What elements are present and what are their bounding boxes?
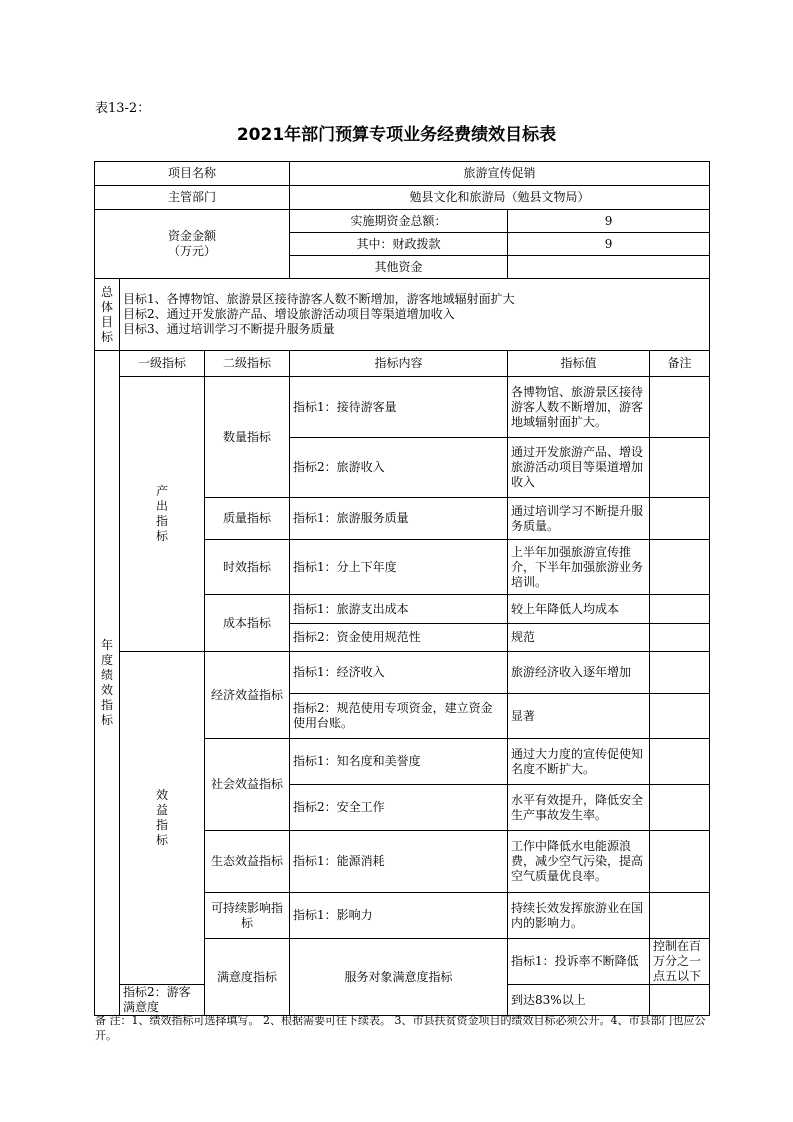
- indicator-content: 指标1：接待游客量: [290, 377, 508, 438]
- indicator-value: 各博物馆、旅游景区接待游客人数不断增加，游客地域辐射面扩大。: [508, 377, 650, 438]
- indicator-value: 控制在百万分之一点五以下: [650, 939, 710, 985]
- level2-cell: 质量指标: [205, 498, 290, 540]
- indicator-content: 指标1：经济收入: [290, 652, 508, 694]
- total-funds: 9: [508, 210, 710, 233]
- indicator-content: 指标2：游客满意度: [120, 985, 205, 1016]
- remark-cell: [650, 785, 710, 831]
- indicator-content: 指标1：旅游支出成本: [290, 595, 508, 624]
- remark-cell: [650, 985, 710, 1016]
- indicator-value: 较上年降低人均成本: [508, 595, 650, 624]
- fiscal-funds-label: 其中：财政拨款: [290, 233, 508, 256]
- indicator-content: 指标1：知名度和美誉度: [290, 739, 508, 785]
- level2-cell: 生态效益指标: [205, 831, 290, 893]
- overall-goals: 目标1、各博物馆、旅游景区接待游客人数不断增加，游客地域辐射面扩大 目标2、通过开发旅游产品、增设旅游活动项目等渠道增加收入 目标3、通过培训学习不断提升服务质量: [120, 279, 710, 351]
- annual-indicators-label: 年 度 绩 效 指 标: [95, 351, 120, 1016]
- indicator-content: 指标1：能源消耗: [290, 831, 508, 893]
- header-level2: 二级指标: [205, 351, 290, 377]
- header-content: 指标内容: [290, 351, 508, 377]
- indicator-value: 水平有效提升，降低安全生产事故发生率。: [508, 785, 650, 831]
- remark-cell: [650, 739, 710, 785]
- indicator-value: 旅游经济收入逐年增加: [508, 652, 650, 694]
- header-value: 指标值: [508, 351, 650, 377]
- indicator-content: 指标2：安全工作: [290, 785, 508, 831]
- satisfaction-indicators-label: 满意度指标: [205, 939, 290, 1016]
- remark-cell: [650, 377, 710, 438]
- level2-cell: 可持续影响指标: [205, 893, 290, 939]
- table-number: 表13-2：: [95, 101, 151, 116]
- indicator-value: 工作中降低水电能源浪费，减少空气污染，提高空气质量优良率。: [508, 831, 650, 893]
- output-indicators-label: 产 出 指 标: [120, 377, 205, 652]
- indicator-value: 通过大力度的宣传促使知名度不断扩大。: [508, 739, 650, 785]
- effect-indicators-label: 效 益 指 标: [120, 652, 205, 985]
- indicator-value: 规范: [508, 624, 650, 652]
- performance-table: [94, 161, 710, 1016]
- remark-cell: [650, 438, 710, 498]
- remark-cell: [650, 831, 710, 893]
- funds-label: 资金金额 （万元）: [95, 210, 290, 279]
- indicator-content: 指标1：分上下年度: [290, 540, 508, 595]
- department-label: 主管部门: [95, 186, 290, 210]
- indicator-value: 通过开发旅游产品、增设旅游活动项目等渠道增加收入: [508, 438, 650, 498]
- indicator-value: 到达83%以上: [508, 985, 650, 1016]
- remark-cell: [650, 893, 710, 939]
- indicator-value: 通过培训学习不断提升服务质量。: [508, 498, 650, 540]
- remark-cell: [650, 595, 710, 624]
- total-funds-label: 实施期资金总额：: [290, 210, 508, 233]
- level2-cell: 社会效益指标: [205, 739, 290, 831]
- level2-cell: 时效指标: [205, 540, 290, 595]
- remark-cell: [650, 540, 710, 595]
- level2-cell: 服务对象满意度指标: [290, 939, 508, 1016]
- indicator-value: 上半年加强旅游宣传推介，下半年加强旅游业务培训。: [508, 540, 650, 595]
- other-funds-label: 其他资金: [290, 256, 508, 279]
- remark-cell: [650, 624, 710, 652]
- header-remark: 备注: [650, 351, 710, 377]
- header-level1: 一级指标: [120, 351, 205, 377]
- fiscal-funds: 9: [508, 233, 710, 256]
- department: 勉县文化和旅游局（勉县文物局）: [290, 186, 710, 210]
- level2-cell: 数量指标: [205, 377, 290, 498]
- indicator-content: 指标2：规范使用专项资金，建立资金使用台账。: [290, 694, 508, 739]
- project-name-label: 项目名称: [95, 162, 290, 186]
- remark-cell: [650, 694, 710, 739]
- remark-cell: [650, 652, 710, 694]
- footnote: 备 注：1、绩效指标可选择填写。 2、根据需要可往下续表。 3、市县扶贫资金项目的绩效目标必须公开。4、市县部门也应公开。: [95, 1014, 706, 1042]
- level2-cell: 成本指标: [205, 595, 290, 652]
- indicator-content: 指标2：旅游收入: [290, 438, 508, 498]
- indicator-content: 指标1：影响力: [290, 893, 508, 939]
- indicator-content: 指标1：旅游服务质量: [290, 498, 508, 540]
- indicator-content: 指标2：资金使用规范性: [290, 624, 508, 652]
- project-name: 旅游宣传促销: [290, 162, 710, 186]
- indicator-content: 指标1：投诉率不断降低: [508, 939, 650, 985]
- overall-goal-label: 总 体 目 标: [95, 279, 120, 351]
- level2-cell: 经济效益指标: [205, 652, 290, 739]
- indicator-value: 持续长效发挥旅游业在国内的影响力。: [508, 893, 650, 939]
- other-funds: [508, 256, 710, 279]
- remark-cell: [650, 498, 710, 540]
- indicator-value: 显著: [508, 694, 650, 739]
- page-title: 2021年部门预算专项业务经费绩效目标表: [236, 125, 557, 145]
